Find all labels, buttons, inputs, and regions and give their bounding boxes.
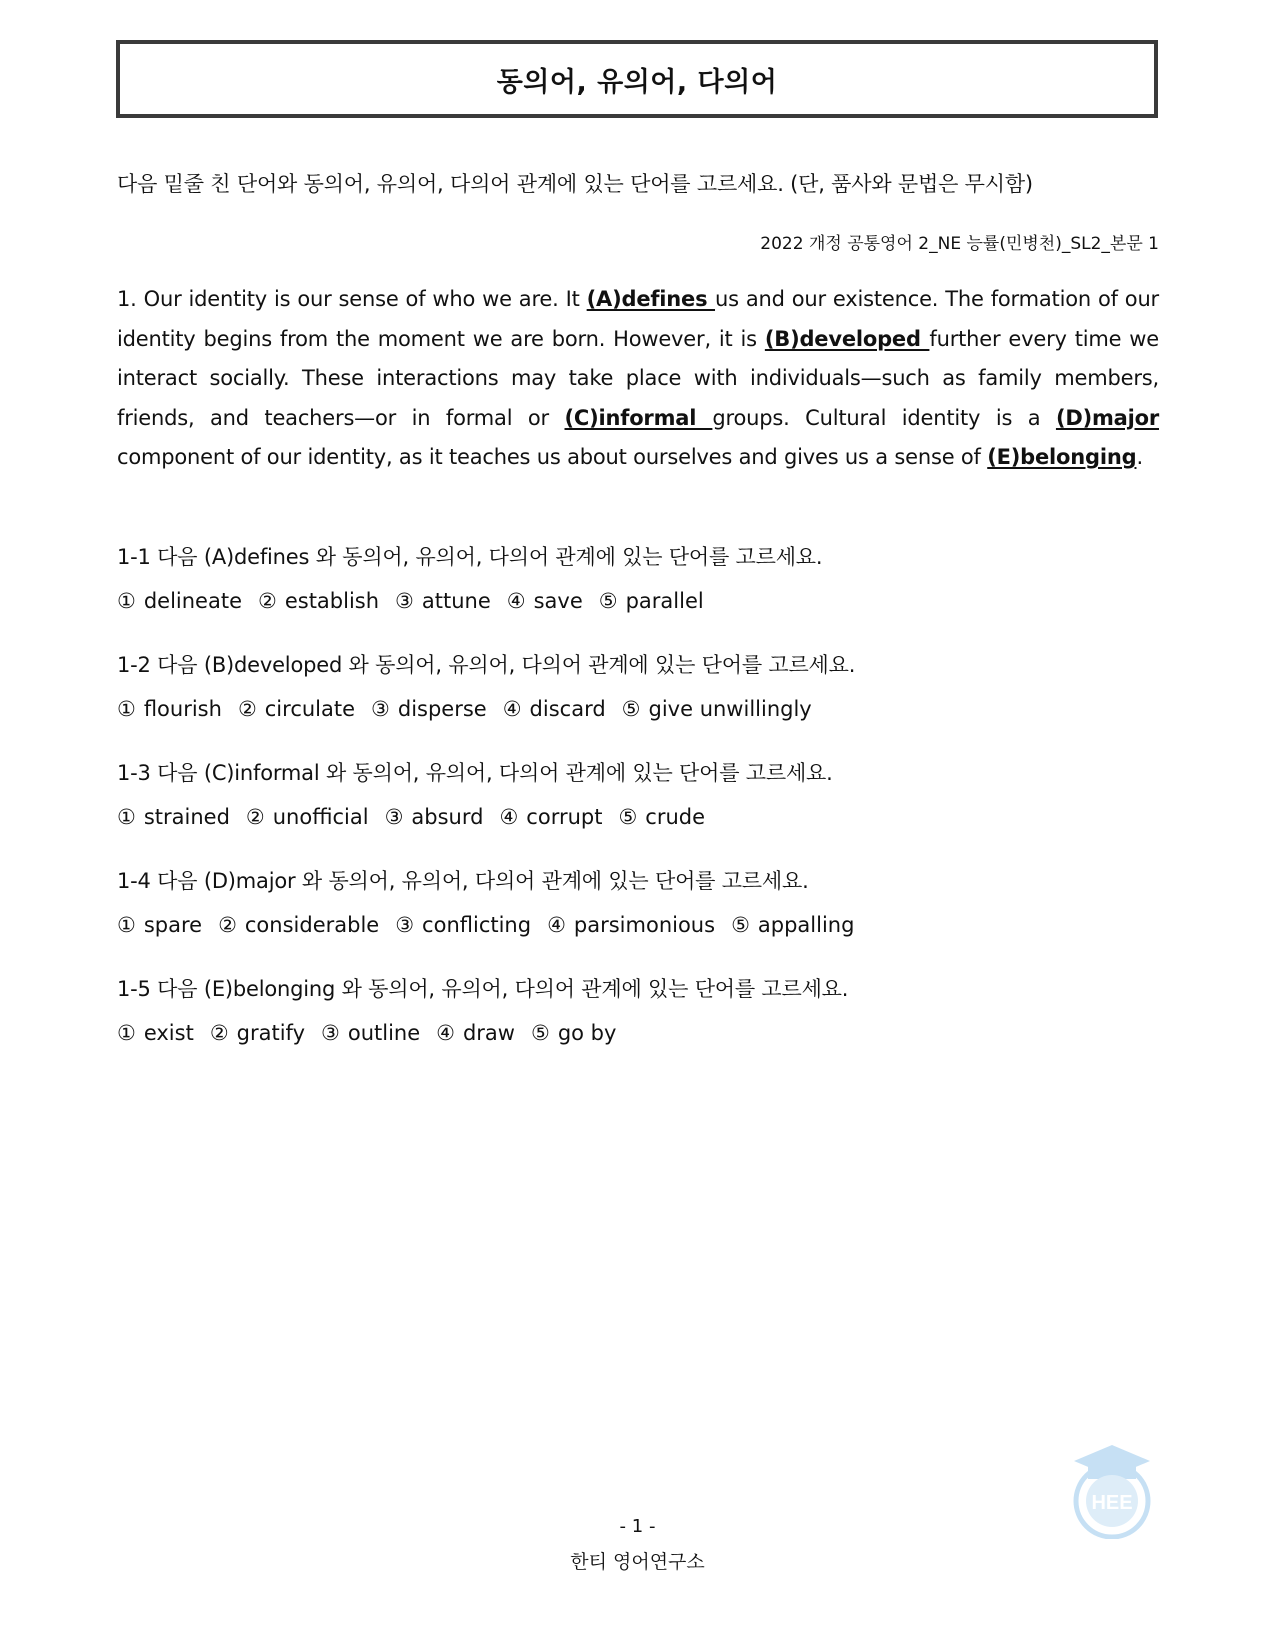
- passage-text: .: [1136, 445, 1143, 469]
- passage-text: us and our existence. The formation of our identity begins from the moment we are born. However, it is: [117, 287, 1159, 351]
- option-label: crude: [645, 805, 706, 829]
- option-number: ①: [117, 1021, 136, 1045]
- option[interactable]: [395, 912, 531, 938]
- option-list: [117, 696, 1159, 722]
- page-title: 동의어, 유의어, 다의어: [496, 66, 778, 98]
- option[interactable]: [618, 804, 705, 830]
- passage-text: further every time we interact socially. These interactions may take place with individuals—such as family members, friends, and teachers—or in formal or: [117, 326, 1159, 430]
- option-number: ①: [117, 805, 136, 829]
- passage-text: 1. Our identity is our sense of who we are. It: [117, 287, 587, 311]
- option[interactable]: [246, 804, 369, 830]
- question-text: 1-4 다음 (D)major 와 동의어, 유의어, 다의어 관계에 있는 단어를 고르세요.: [117, 869, 809, 893]
- option-number: ④: [502, 697, 522, 721]
- option-label: strained: [143, 805, 230, 829]
- underlined-word-b: (B)developed: [764, 326, 930, 351]
- option-number: ⑤: [731, 913, 750, 937]
- option-number: ③: [384, 805, 404, 829]
- option-number: ②: [245, 805, 265, 829]
- option-number: ④: [436, 1021, 455, 1045]
- option[interactable]: [547, 912, 715, 938]
- title-box: [116, 40, 1158, 118]
- option[interactable]: [731, 912, 854, 938]
- option-label: delineate: [143, 589, 242, 613]
- option-number: ②: [209, 1021, 229, 1045]
- option-label: discard: [529, 697, 606, 721]
- question-text: 1-5 다음 (E)belonging 와 동의어, 유의어, 다의어 관계에 있는 단어를 고르세요.: [117, 977, 849, 1001]
- option-number: ④: [499, 805, 519, 829]
- option-number: ③: [371, 697, 390, 721]
- option-label: unofficial: [272, 805, 369, 829]
- question-list: [117, 544, 1159, 1084]
- option-label: corrupt: [526, 805, 603, 829]
- underlined-word-d: (D)major: [1055, 405, 1159, 430]
- option-label: circulate: [264, 697, 356, 721]
- option[interactable]: [117, 804, 230, 830]
- option[interactable]: [258, 588, 379, 614]
- option[interactable]: [503, 696, 606, 722]
- option[interactable]: [117, 696, 222, 722]
- option-label: parallel: [625, 589, 704, 613]
- underlined-word-e: (E)belonging: [987, 445, 1137, 469]
- option-label: considerable: [244, 913, 380, 937]
- option-label: exist: [143, 1021, 194, 1045]
- option-label: establish: [284, 589, 380, 613]
- option[interactable]: [117, 1020, 194, 1046]
- option-number: ④: [506, 589, 526, 613]
- option-label: flourish: [143, 697, 222, 721]
- option-label: save: [533, 589, 583, 613]
- option-number: ⑤: [621, 697, 641, 721]
- option-label: conflicting: [422, 913, 532, 937]
- question-1-3: [117, 760, 1159, 868]
- option-number: ⑤: [618, 805, 638, 829]
- option-label: draw: [462, 1021, 515, 1045]
- option[interactable]: [218, 912, 379, 938]
- question-text: 1-3 다음 (C)informal 와 동의어, 유의어, 다의어 관계에 있는 단어를 고르세요.: [117, 761, 833, 785]
- question-1-5: [117, 976, 1159, 1084]
- option[interactable]: [599, 588, 704, 614]
- option[interactable]: [210, 1020, 305, 1046]
- option-label: parsimonious: [573, 913, 716, 937]
- option-list: [117, 912, 1159, 938]
- option-number: ②: [237, 697, 257, 721]
- option-label: disperse: [397, 697, 487, 721]
- option-list: [117, 1020, 1159, 1046]
- option-list: [117, 588, 1159, 614]
- option-number: ③: [395, 913, 415, 937]
- option-number: ①: [117, 913, 136, 937]
- question-1-1: [117, 544, 1159, 652]
- option-label: attune: [421, 589, 491, 613]
- option-label: give unwillingly: [648, 697, 812, 721]
- option[interactable]: [507, 588, 583, 614]
- option-number: ⑤: [530, 1021, 550, 1045]
- source-label: 2022 개정 공통영어 2_NE 능률(민병천)_SL2_본문 1: [760, 234, 1159, 254]
- page-number: - 1 -: [619, 1516, 656, 1537]
- option[interactable]: [371, 696, 487, 722]
- underlined-word-a: (A)defines: [586, 287, 716, 311]
- option[interactable]: [395, 588, 491, 614]
- option-label: appalling: [757, 913, 855, 937]
- question-text: 1-1 다음 (A)defines 와 동의어, 유의어, 다의어 관계에 있는 단어를 고르세요.: [117, 545, 823, 569]
- option-number: ④: [547, 913, 566, 937]
- question-1-4: [117, 868, 1159, 976]
- logo-text: HEE: [1091, 1492, 1133, 1514]
- option-label: go by: [557, 1021, 617, 1045]
- option-number: ①: [117, 589, 136, 613]
- option-number: ①: [117, 697, 136, 721]
- option[interactable]: [622, 696, 812, 722]
- passage-text: component of our identity, as it teaches us about ourselves and gives us a sense of: [117, 445, 988, 469]
- option[interactable]: [117, 912, 202, 938]
- option-list: [117, 804, 1159, 830]
- option-label: absurd: [411, 805, 484, 829]
- option-number: ③: [321, 1021, 340, 1045]
- passage-text: groups. Cultural identity is a: [712, 405, 1056, 430]
- option-number: ②: [258, 589, 277, 613]
- option-number: ②: [218, 913, 237, 937]
- question-1-2: [117, 652, 1159, 760]
- option[interactable]: [238, 696, 355, 722]
- option-number: ③: [395, 589, 414, 613]
- question-text: 1-2 다음 (B)developed 와 동의어, 유의어, 다의어 관계에 있는 단어를 고르세요.: [117, 653, 856, 677]
- passage: [117, 280, 1159, 478]
- option[interactable]: [436, 1020, 515, 1046]
- option-number: ⑤: [598, 589, 618, 613]
- footer-organization: 한티 영어연구소: [570, 1551, 705, 1573]
- option-label: spare: [143, 913, 203, 937]
- option[interactable]: [117, 588, 242, 614]
- option[interactable]: [499, 804, 602, 830]
- option-label: outline: [347, 1021, 421, 1045]
- instruction-text: 다음 밑줄 친 단어와 동의어, 유의어, 다의어 관계에 있는 단어를 고르세요. (단, 품사와 문법은 무시함): [117, 172, 1033, 196]
- option[interactable]: [531, 1020, 616, 1046]
- option[interactable]: [321, 1020, 420, 1046]
- option-label: gratify: [236, 1021, 306, 1045]
- underlined-word-c: (C)informal: [564, 405, 713, 430]
- option[interactable]: [385, 804, 484, 830]
